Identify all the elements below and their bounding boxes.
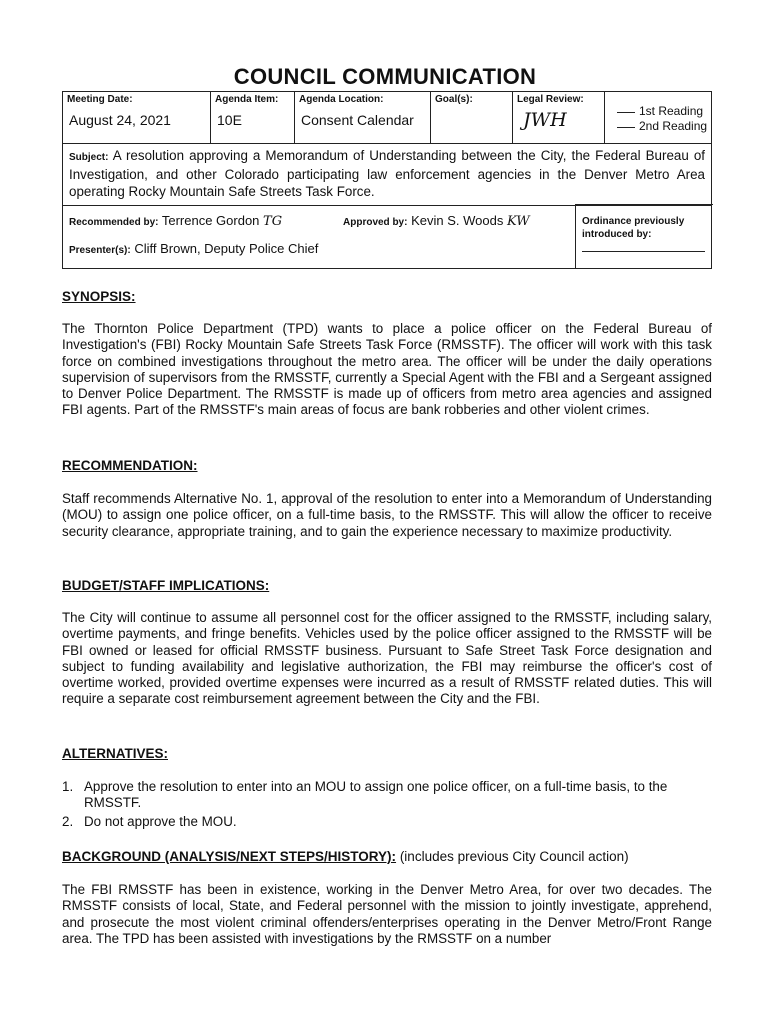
subject-text: A resolution approving a Memorandum of Understanding between the City, the Federal Bureau of Investigation, and other Colorado participating law enforcement agencies in the Denver Metro Area operating Rocky Mountain Safe Streets Task Force. (69, 148, 705, 199)
first-reading (617, 104, 703, 118)
alternative-item (62, 814, 712, 832)
presenters-label: Presenter(s): (69, 245, 131, 256)
recommendation-text: Staff recommends Alternative No. 1, approval of the resolution to enter into a Memorandum of Understanding (MOU) to assign one police officer, on a full-time basis, to the RMSSTF. This will allow the officer to receive security clearance, appropriate training, and to gain the experience necessary to maximize productivity. (62, 491, 712, 539)
first-reading-label: 1st Reading (639, 104, 704, 118)
recommended-by (69, 213, 282, 229)
ordinance-box (575, 204, 713, 269)
legal-review-label: Legal Review: (517, 94, 584, 105)
second-reading (617, 119, 707, 133)
synopsis-text: The Thornton Police Department (TPD) wants to place a police officer on the Federal Bureau of Investigation's (FBI) Rocky Mountain Safe Streets Task Force (RMSSTF). The officer will work with this task force on combined investigations throughout the metro area. The officer will be under the daily operations supervision of supervisors from the RMSSTF, currently a Special Agent with the FBI and a Sergeant assigned to Denver Police Department. The RMSSTF is made up of officers from metro area agencies and assigned FBI agents. Part of the RMSSTF's main areas of focus are bank robberies and other violent crimes. (62, 321, 712, 418)
approved-by-initials: KW (506, 214, 530, 229)
recommended-by-name: Terrence Gordon (161, 213, 260, 228)
meeting-date-label: Meeting Date: (67, 94, 133, 105)
alternative-text: Do not approve the MOU. (84, 814, 237, 829)
meeting-date-value: August 24, 2021 (69, 112, 171, 128)
header-row-people (63, 205, 711, 269)
alternatives-heading: ALTERNATIVES: (62, 746, 168, 761)
presenters (69, 241, 318, 256)
alternative-number: 1. (62, 779, 74, 794)
recommended-by-initials: TG (263, 214, 283, 229)
agenda-item-cell (211, 92, 295, 143)
recommended-by-label: Recommended by: (69, 217, 159, 228)
budget-text: The City will continue to assume all personnel cost for the officer assigned to the RMSSTF, including salary, overtime payments, and fringe benefits. Vehicles used by the police officer assigned to the RMSSTF will be FBI owned or leased for official RMSSTF business. Pursuant to Safe Street Task Force designation and subject to funding availability and legislative authorization, the FBI may reimburse the officer's cost of overtime worked, provided overtime expenses were incurred as a result of RMSSTF related duties. This will require a separate cost reimbursement agreement between the City and the FBI. (62, 610, 712, 707)
document-title: COUNCIL COMMUNICATION (233, 64, 537, 89)
legal-review-cell (513, 92, 605, 143)
second-reading-label: 2nd Reading (639, 119, 708, 133)
legal-review-signature: JWH (523, 109, 567, 131)
ordinance-label: Ordinance previously introduced by: (582, 216, 685, 240)
meeting-date-cell (63, 92, 211, 143)
background-note: (includes previous City Council action) (399, 849, 629, 864)
budget-heading: BUDGET/STAFF IMPLICATIONS: (62, 578, 270, 593)
header-table (62, 91, 712, 269)
approved-by-name: Kevin S. Woods (411, 213, 504, 228)
background-heading-row (62, 849, 629, 864)
background-heading: BACKGROUND (ANALYSIS/NEXT STEPS/HISTORY): (62, 849, 397, 864)
header-row-meta (63, 92, 711, 144)
agenda-location-label: Agenda Location: (299, 94, 384, 105)
approved-by (343, 213, 530, 229)
agenda-item-value: 10E (217, 112, 242, 128)
header-row-subject (63, 143, 711, 206)
reading-cell (605, 92, 713, 143)
goals-cell (431, 92, 513, 143)
synopsis-heading: SYNOPSIS: (62, 289, 136, 304)
subject-block (69, 147, 705, 200)
subject-label: Subject: (69, 152, 109, 163)
goals-label: Goal(s): (435, 94, 473, 105)
approved-by-label: Approved by: (343, 217, 408, 228)
alternative-text: Approve the resolution to enter into an MOU to assign one police officer, on a full-time basis, to the RMSSTF. (84, 779, 668, 811)
agenda-location-cell (295, 92, 431, 143)
recommendation-heading: RECOMMENDATION: (62, 458, 198, 473)
alternative-item (62, 779, 712, 813)
agenda-location-value: Consent Calendar (301, 112, 414, 128)
alternative-number: 2. (62, 814, 74, 829)
background-text: The FBI RMSSTF has been in existence, working in the Denver Metro Area, for over two decades. The RMSSTF consists of local, State, and Federal personnel with the mission to jointly investigate, apprehend, and prosecute the most violent criminal offenders/enterprises operating in the Denver Metro/Front Range area. The TPD has been assisted with investigations by the RMSSTF on a number (62, 882, 712, 946)
presenters-name: Cliff Brown, Deputy Police Chief (134, 241, 319, 256)
ordinance-signature-line (582, 251, 705, 252)
agenda-item-label: Agenda Item: (215, 94, 279, 105)
